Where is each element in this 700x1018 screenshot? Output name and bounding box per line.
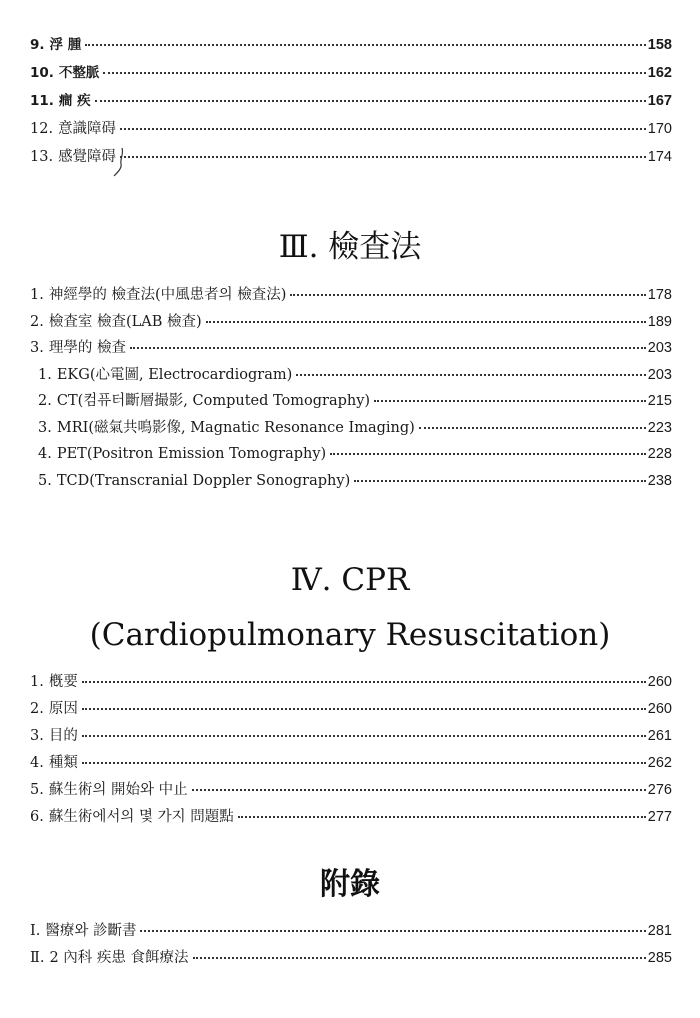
entry-number: 3.	[30, 340, 44, 356]
entry-number: 4.	[30, 755, 44, 771]
toc-entry[interactable]	[30, 756, 672, 783]
toc-entry[interactable]	[30, 474, 672, 501]
dot-leader	[82, 735, 646, 737]
dot-leader	[85, 44, 646, 46]
entry-title: 浮 腫	[49, 37, 82, 53]
toc-entry[interactable]	[30, 66, 672, 94]
toc-entry[interactable]	[30, 94, 672, 122]
toc-list-section-3	[30, 288, 672, 500]
entry-title: 神經學的 檢査法(中風患者의 檢査法)	[48, 287, 287, 303]
toc-entry[interactable]	[30, 729, 672, 756]
entry-number: 3.	[38, 419, 52, 436]
toc-list-section-4	[30, 675, 672, 837]
toc-entry[interactable]	[30, 783, 672, 810]
entry-title: 理學的 檢査	[48, 340, 126, 356]
toc-entry[interactable]	[30, 924, 672, 951]
section-title-cpr: Ⅳ. CPR	[290, 562, 410, 598]
entry-page: 178	[647, 287, 672, 303]
entry-page: 238	[647, 472, 672, 489]
dot-leader	[120, 156, 646, 158]
entry-page: 170	[647, 121, 672, 137]
section-title-examination: Ⅲ. 檢査法	[278, 229, 422, 265]
entry-title: 種類	[48, 755, 78, 771]
entry-page: 228	[647, 446, 672, 462]
toc-entry[interactable]	[30, 702, 672, 729]
entry-title: EKG(心電圖, Electrocardiogram)	[56, 366, 293, 383]
entry-number: 6.	[30, 809, 44, 825]
toc-entry[interactable]	[30, 288, 672, 315]
entry-number: 2.	[30, 313, 44, 330]
toc-entry[interactable]	[30, 341, 672, 368]
dot-leader	[95, 100, 646, 102]
entry-title: 癎 疾	[58, 93, 91, 109]
entry-title: 不整脈	[58, 65, 100, 81]
entry-number: 13.	[30, 149, 54, 165]
entry-title: TCD(Transcranial Doppler Sonography)	[56, 472, 351, 489]
entry-number: 9.	[30, 37, 45, 53]
entry-page: 174	[647, 149, 672, 165]
entry-page: 215	[647, 393, 672, 409]
toc-entry[interactable]	[30, 38, 672, 66]
entry-title: 2 內科 疾患 食餌療法	[49, 950, 189, 966]
entry-page: 262	[647, 755, 672, 771]
entry-number: 1.	[30, 674, 44, 690]
entry-number: 12.	[30, 121, 54, 137]
entry-title: 意識障碍	[58, 121, 117, 137]
entry-number: 3.	[30, 728, 44, 744]
dot-leader	[120, 128, 646, 130]
toc-entry[interactable]	[30, 315, 672, 342]
dot-leader	[103, 72, 645, 74]
entry-title: 目的	[48, 728, 78, 744]
entry-number: 10.	[30, 65, 54, 81]
toc-entry[interactable]	[30, 447, 672, 474]
entry-number: 5.	[30, 782, 44, 798]
dot-leader	[82, 681, 646, 683]
entry-page: 203	[647, 340, 672, 356]
dot-leader	[82, 762, 646, 764]
entry-page: 167	[647, 93, 672, 109]
entry-title: MRI(磁氣共鳴影像, Magnatic Resonance Imaging)	[56, 419, 415, 436]
entry-page: 281	[647, 923, 672, 939]
entry-title: CT(컴퓨터斷層撮影, Computed Tomography)	[56, 393, 371, 409]
dot-leader	[192, 789, 646, 791]
dot-leader	[238, 816, 646, 818]
dot-leader	[193, 957, 646, 959]
section-title-appendix: 附錄	[320, 867, 380, 902]
dot-leader	[296, 374, 646, 376]
toc-entry[interactable]	[30, 810, 672, 837]
dot-leader	[419, 427, 646, 429]
toc-entry[interactable]	[30, 675, 672, 702]
entry-title: 槪要	[48, 674, 78, 690]
entry-number: Ⅰ.	[30, 923, 41, 939]
toc-list-appendix	[30, 924, 672, 978]
entry-page: 276	[647, 782, 672, 798]
entry-number: 2.	[30, 701, 44, 717]
entry-title: 蘇生術에서의 몇 가지 問題點	[48, 809, 234, 825]
entry-number: Ⅱ.	[30, 950, 45, 966]
dot-leader	[354, 480, 646, 482]
toc-entry[interactable]	[30, 951, 672, 978]
pen-stroke-mark	[108, 146, 130, 178]
entry-page: 260	[647, 674, 672, 690]
entry-page: 285	[647, 950, 672, 966]
entry-number: 2.	[38, 393, 52, 409]
entry-page: 223	[647, 419, 672, 436]
entry-page: 189	[647, 313, 672, 330]
entry-page: 158	[647, 37, 672, 53]
entry-number: 1.	[38, 366, 52, 383]
entry-number: 11.	[30, 93, 54, 109]
toc-entry[interactable]	[30, 368, 672, 395]
dot-leader	[206, 321, 646, 323]
entry-title: 醫療와 診斷書	[45, 923, 137, 939]
entry-page: 162	[647, 65, 672, 81]
entry-title: PET(Positron Emission Tomography)	[56, 446, 327, 462]
entry-title: 原因	[48, 701, 78, 717]
dot-leader	[130, 347, 646, 349]
section-subtitle-cpr: (Cardiopulmonary Resuscitation)	[89, 617, 611, 653]
toc-entry[interactable]	[30, 394, 672, 421]
entry-title: 感覺障碍	[58, 149, 117, 165]
entry-number: 4.	[38, 446, 52, 462]
entry-title: 蘇生術의 開始와 中止	[48, 782, 188, 798]
dot-leader	[290, 294, 645, 296]
entry-page: 260	[647, 701, 672, 717]
entry-page: 277	[647, 809, 672, 825]
toc-entry[interactable]	[30, 421, 672, 448]
entry-title: 檢査室 檢査(LAB 檢査)	[48, 313, 202, 330]
dot-leader	[140, 930, 645, 932]
dot-leader	[330, 453, 646, 455]
entry-page: 261	[647, 728, 672, 744]
entry-page: 203	[647, 366, 672, 383]
entry-number: 5.	[38, 472, 52, 489]
dot-leader	[374, 400, 646, 402]
dot-leader	[82, 708, 646, 710]
entry-number: 1.	[30, 287, 44, 303]
